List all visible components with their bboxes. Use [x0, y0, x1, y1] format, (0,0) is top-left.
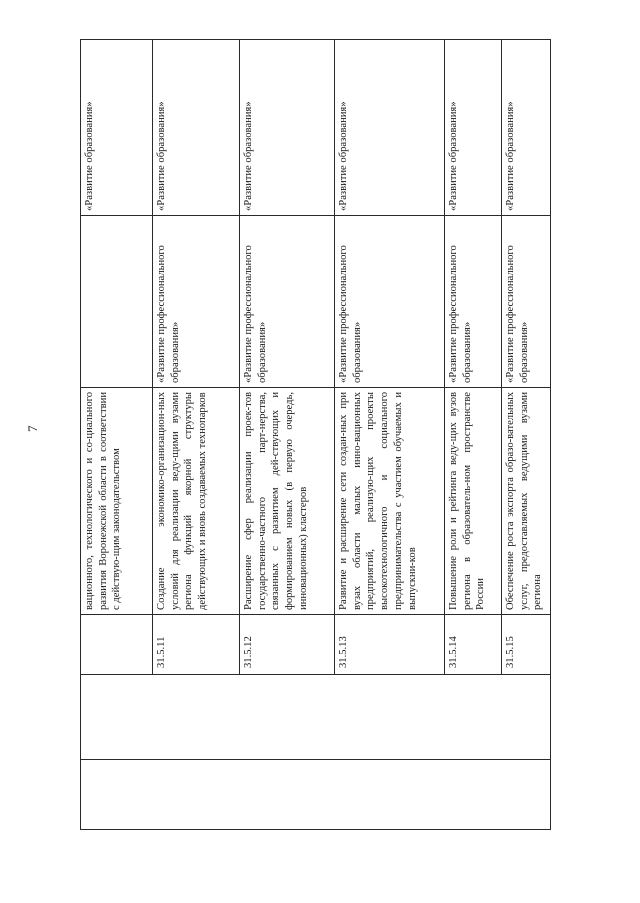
program-cell: «Развитие профессионального образования»: [335, 216, 445, 388]
empty-column-1: [81, 760, 551, 830]
row-number: 31.5.14: [445, 615, 502, 675]
subprogram-cell: «Развитие образования»: [335, 40, 445, 216]
subprogram-cell: «Развитие образования»: [502, 40, 551, 216]
rotated-table-container: [80, 40, 550, 830]
subprogram-cell: «Развитие образования»: [81, 40, 153, 216]
subprogram-cell: «Развитие образования»: [153, 40, 240, 216]
row-number: 31.5.12: [240, 615, 335, 675]
program-cell: «Развитие профессионального образования»: [445, 216, 502, 388]
table-row: [81, 40, 153, 830]
program-cell: «Развитие профессионального образования»: [153, 216, 240, 388]
activity-cell: Обеспечение роста экспорта образо-вательных услуг, предоставляемых ведущими вузами региона: [502, 388, 551, 615]
activity-cell: Развитие и расширение сети создан-ных при вузах области малых инно-вационных предприятий, реализую-щих проекты высокотехнологичного и социального предпринимательства с участием обучаемых и выпускни-ков: [335, 388, 445, 615]
empty-column-2: [81, 675, 551, 760]
activity-cell: вационного, технологического и со-циального развития Воронежской области в соответствии с действую-щим законодательством: [81, 388, 153, 615]
activity-cell: Повышение роли и рейтинга веду-щих вузов региона в образователь-ном пространстве России: [445, 388, 502, 615]
row-number: 31.5.11: [153, 615, 240, 675]
subprogram-cell: «Развитие образования»: [445, 40, 502, 216]
activity-cell: Создание экономико-организацион-ных условий для реализации веду-щими вузами региона функций якорной структуры действующих и вновь создаваемых технопарков: [153, 388, 240, 615]
program-cell: «Развитие профессионального образования»: [240, 216, 335, 388]
subprogram-cell: «Развитие образования»: [240, 40, 335, 216]
page-number: 7: [25, 425, 40, 432]
row-number: 31.5.13: [335, 615, 445, 675]
row-number: [81, 615, 153, 675]
activity-cell: Расширение сфер реализации проек-тов государственно-частного парт-нерства, связанных с развитием дей-ствующих и формированием новых (в первую очередь, инновационных) кластеров: [240, 388, 335, 615]
program-cell: [81, 216, 153, 388]
program-cell: «Развитие профессионального образования»: [502, 216, 551, 388]
row-number: 31.5.15: [502, 615, 551, 675]
measures-table: [80, 39, 551, 830]
